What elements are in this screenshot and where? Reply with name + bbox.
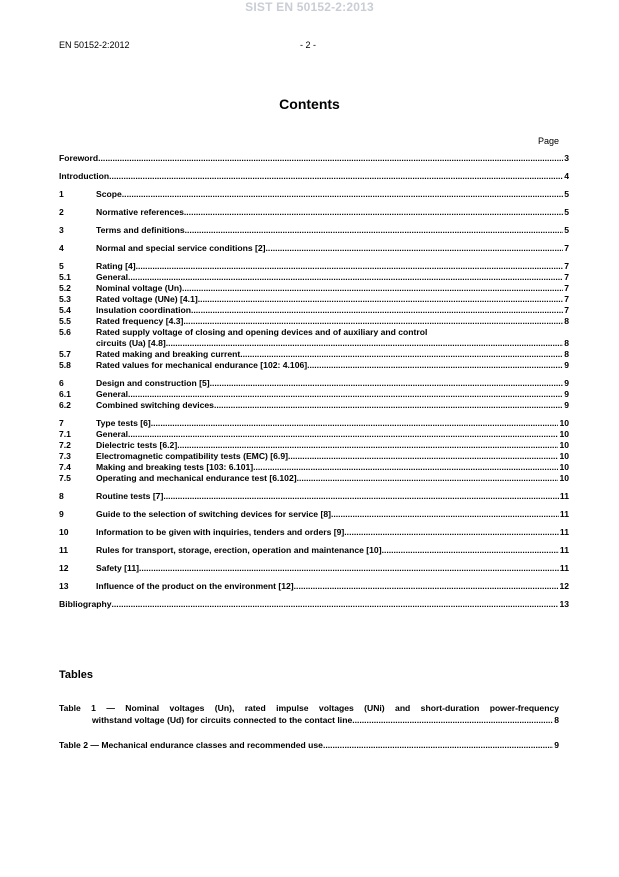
toc-number: 5.5 — [59, 316, 71, 326]
toc-page: 9 — [564, 400, 569, 410]
toc-title: General — [96, 389, 129, 399]
toc-title: Type tests [6] — [96, 418, 151, 428]
toc-page: 11 — [559, 527, 569, 537]
toc-number: 12 — [59, 563, 69, 573]
toc-number: 7 — [59, 418, 64, 428]
table-entry-line — [59, 714, 559, 726]
toc-entry[interactable] — [59, 272, 569, 283]
table-entry-title: Table 2 — Mechanical endurance classes and recommended use — [59, 740, 323, 750]
toc-page: 11 — [559, 491, 569, 501]
toc-page: 9 — [564, 378, 569, 388]
toc-title: Rated voltage (UNe) [4.1] — [96, 294, 198, 304]
toc-entry[interactable] — [59, 283, 569, 294]
toc-number: 5.4 — [59, 305, 71, 315]
toc-number: 8 — [59, 491, 64, 501]
page-title: Contents — [279, 96, 340, 112]
toc-number: 7.3 — [59, 451, 71, 461]
toc-title: Bibliography — [59, 599, 112, 609]
toc-number: 2 — [59, 207, 64, 217]
toc-page: 7 — [564, 243, 569, 253]
toc-number: 5.3 — [59, 294, 71, 304]
watermark: SIST EN 50152-2:2013 — [245, 0, 374, 14]
toc-page: 8 — [564, 349, 569, 359]
toc-title: Combined switching devices — [96, 400, 214, 410]
toc-title: General — [96, 429, 129, 439]
toc-title: Rated values for mechanical endurance [102: 4.106] — [96, 360, 308, 370]
toc-page: 7 — [564, 283, 569, 293]
toc-number: 13 — [59, 581, 69, 591]
toc-page: 5 — [564, 207, 569, 217]
toc-entry[interactable] — [59, 563, 569, 574]
toc-entry[interactable] — [59, 440, 569, 451]
table-entry-title: Table 1 — Nominal voltages (Un), rated impulse voltages (UNi) and short-duration power-frequency — [59, 703, 559, 713]
toc-title: Design and construction [5] — [96, 378, 210, 388]
toc-entry[interactable] — [59, 305, 569, 316]
toc-title: Rating [4] — [96, 261, 136, 271]
toc-entry-continuation[interactable] — [59, 338, 569, 349]
toc-title: Normative references — [96, 207, 184, 217]
toc-title: Operating and mechanical endurance test [6.102] — [96, 473, 297, 483]
toc-title: Guide to the selection of switching devices for service [8] — [96, 509, 331, 519]
toc-page: 13 — [559, 599, 569, 609]
table-entry-page: 9 — [554, 740, 559, 750]
toc-page: 7 — [564, 272, 569, 282]
toc-number: 1 — [59, 189, 64, 199]
toc-title: Rated frequency [4.3] — [96, 316, 184, 326]
toc-number: 4 — [59, 243, 64, 253]
toc-entry[interactable] — [59, 243, 569, 254]
toc-entry[interactable] — [59, 451, 569, 462]
toc-page: 10 — [559, 440, 569, 450]
toc-number: 7.5 — [59, 473, 71, 483]
toc-page: 7 — [564, 305, 569, 315]
toc-title: Dielectric tests [6.2] — [96, 440, 178, 450]
toc-entry[interactable] — [59, 545, 569, 556]
toc-title: Influence of the product on the environment [12] — [96, 581, 294, 591]
toc-entry[interactable] — [59, 171, 569, 182]
header-doc-id: EN 50152-2:2012 — [59, 40, 130, 50]
table-entry-title-continuation: withstand voltage (Ud) for circuits connected to the contact line — [92, 715, 353, 725]
toc-title: Information to be given with inquiries, tenders and orders [9] — [96, 527, 345, 537]
toc-title: Making and breaking tests [103: 6.101] — [96, 462, 254, 472]
toc-entry[interactable] — [59, 378, 569, 389]
toc-title-continuation: circuits (Ua) [4.8] — [96, 338, 166, 348]
toc-number: 5.8 — [59, 360, 71, 370]
toc-number: 7.4 — [59, 462, 71, 472]
toc-page: 12 — [559, 581, 569, 591]
toc-title: Safety [11] — [96, 563, 139, 573]
toc-entry[interactable] — [59, 349, 569, 360]
toc-page: 4 — [564, 171, 569, 181]
toc-title: Rated making and breaking current — [96, 349, 241, 359]
toc-title: Scope — [96, 189, 122, 199]
toc-entry[interactable] — [59, 294, 569, 305]
toc-entry[interactable] — [59, 207, 569, 218]
toc-entry[interactable] — [59, 462, 569, 473]
toc-number: 7.2 — [59, 440, 71, 450]
table-entry-line — [59, 739, 559, 751]
toc-entry[interactable] — [59, 153, 569, 164]
table-of-contents — [59, 153, 569, 610]
toc-entry[interactable] — [59, 429, 569, 440]
toc-number: 7.1 — [59, 429, 71, 439]
table-entry-line — [59, 702, 559, 714]
page-column-label: Page — [538, 136, 560, 146]
toc-title: Insulation coordination — [96, 305, 192, 315]
tables-heading: Tables — [59, 669, 94, 681]
toc-entry[interactable] — [59, 400, 569, 411]
toc-number: 6.2 — [59, 400, 71, 410]
toc-entry[interactable] — [59, 389, 569, 400]
toc-page: 3 — [564, 153, 569, 163]
toc-number: 5.6 — [59, 327, 71, 337]
toc-entry[interactable] — [59, 599, 569, 610]
header-page-number: - 2 - — [300, 40, 317, 50]
toc-number: 5.2 — [59, 283, 71, 293]
toc-entry[interactable] — [59, 327, 569, 338]
toc-number: 3 — [59, 225, 64, 235]
toc-page: 9 — [564, 389, 569, 399]
toc-number: 5.7 — [59, 349, 71, 359]
toc-page: 5 — [564, 225, 569, 235]
toc-title: Nominal voltage (Un) — [96, 283, 182, 293]
toc-number: 11 — [59, 545, 69, 555]
toc-title: Electromagnetic compatibility tests (EMC) [6.9] — [96, 451, 288, 461]
toc-page: 11 — [559, 509, 569, 519]
toc-page: 11 — [559, 563, 569, 573]
toc-number: 10 — [59, 527, 69, 537]
toc-page: 10 — [559, 429, 569, 439]
toc-page: 10 — [559, 473, 569, 483]
toc-entry[interactable] — [59, 581, 569, 592]
toc-entry[interactable] — [59, 316, 569, 327]
toc-page: 10 — [559, 462, 569, 472]
toc-title: Foreword — [59, 153, 99, 163]
toc-page: 9 — [564, 360, 569, 370]
toc-number: 9 — [59, 509, 64, 519]
toc-page: 8 — [564, 316, 569, 326]
table-list-entry[interactable] — [59, 702, 559, 726]
toc-page: 7 — [564, 294, 569, 304]
toc-title: General — [96, 272, 129, 282]
toc-title: Normal and special service conditions [2] — [96, 243, 266, 253]
toc-number: 6.1 — [59, 389, 71, 399]
toc-page: 10 — [559, 418, 569, 428]
toc-title: Routine tests [7] — [96, 491, 164, 501]
toc-page: 5 — [564, 189, 569, 199]
toc-title: Introduction — [59, 171, 110, 181]
toc-entry[interactable] — [59, 225, 569, 236]
table-list-entry[interactable] — [59, 739, 559, 751]
toc-entry[interactable] — [59, 491, 569, 502]
toc-entry[interactable] — [59, 418, 569, 429]
toc-entry[interactable] — [59, 473, 569, 484]
toc-entry[interactable] — [59, 360, 569, 371]
toc-title: Terms and definitions — [96, 225, 185, 235]
toc-page: 7 — [564, 261, 569, 271]
table-entry-page: 8 — [554, 715, 559, 725]
toc-entry[interactable] — [59, 527, 569, 538]
toc-number: 6 — [59, 378, 64, 388]
toc-number: 5.1 — [59, 272, 71, 282]
toc-page: 10 — [559, 451, 569, 461]
toc-entry[interactable] — [59, 261, 569, 272]
toc-entry[interactable] — [59, 509, 569, 520]
toc-page: 8 — [564, 338, 569, 348]
toc-entry[interactable] — [59, 189, 569, 200]
toc-title: Rated supply voltage of closing and opening devices and of auxiliary and control — [96, 327, 428, 337]
toc-number: 5 — [59, 261, 64, 271]
toc-title: Rules for transport, storage, erection, operation and maintenance [10] — [96, 545, 382, 555]
toc-page: 11 — [559, 545, 569, 555]
